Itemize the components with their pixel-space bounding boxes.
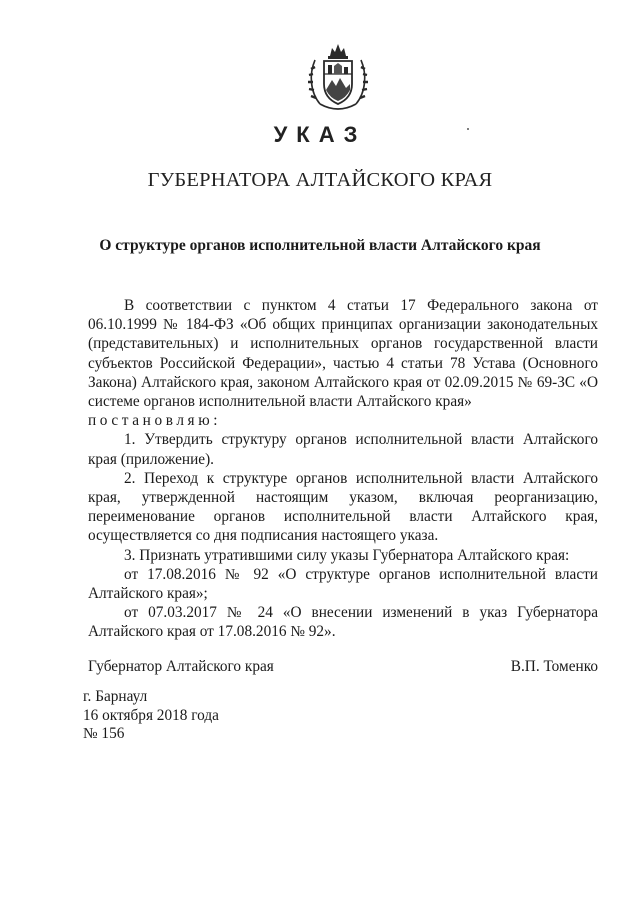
issuer-title: ГУБЕРНАТОРА АЛТАЙСКОГО КРАЯ	[147, 169, 493, 191]
decree-item-1: 1. Утвердить структуру органов исполнительной власти Алтайского края (приложение).	[88, 431, 598, 468]
signing-date: 16 октября 2018 года	[83, 706, 219, 724]
preamble-paragraph: В соответствии с пунктом 4 статьи 17 Федерального закона от 06.10.1999 № 184-ФЗ «Об общих принципах организации законодательных (представительных) и исполнительных органов государственной власти субъектов Российской Федерации», частью 4 статьи 78 Устава (Основного Закона) Алтайского края, законом Алтайского края от 02.09.2015 № 69-ЗС «О системе органов исполнительной власти Алтайского края»	[88, 297, 598, 411]
decree-item-2: 2. Переход к структуре органов исполнительной власти Алтайского края, утвержденной настоящим указом, включая реорганизацию, переименование органов исполнительной власти Алтайского края, осуществляется со дня подписания настоящего указа.	[88, 469, 598, 545]
decree-item-3: 3. Признать утратившими силу указы Губернатора Алтайского края:	[124, 546, 570, 564]
signatory-name: В.П. Томенко	[510, 658, 598, 675]
document-type-title: УКАЗ	[273, 122, 367, 147]
altai-krai-coat-of-arms-icon	[306, 40, 370, 116]
decree-word: постановляю:	[88, 412, 222, 430]
decree-number: № 156	[83, 725, 125, 742]
signing-place: г. Барнаул	[83, 688, 148, 705]
signatory-position: Губернатор Алтайского края	[88, 658, 274, 675]
decree-subject-heading: О структуре органов исполнительной власти Алтайского края	[99, 237, 541, 254]
decree-body	[88, 296, 598, 642]
scan-speck	[467, 128, 469, 130]
decree-item-3-subitem-2: от 07.03.2017 № 24 «О внесении изменений в указ Губернатора Алтайского края от 17.08.2016 № 92».	[88, 604, 598, 641]
document-footer	[83, 688, 219, 744]
decree-item-3-subitem-1: от 17.08.2016 № 92 «О структуре органов исполнительной власти Алтайского края»;	[88, 565, 598, 603]
signature-block	[88, 658, 598, 676]
